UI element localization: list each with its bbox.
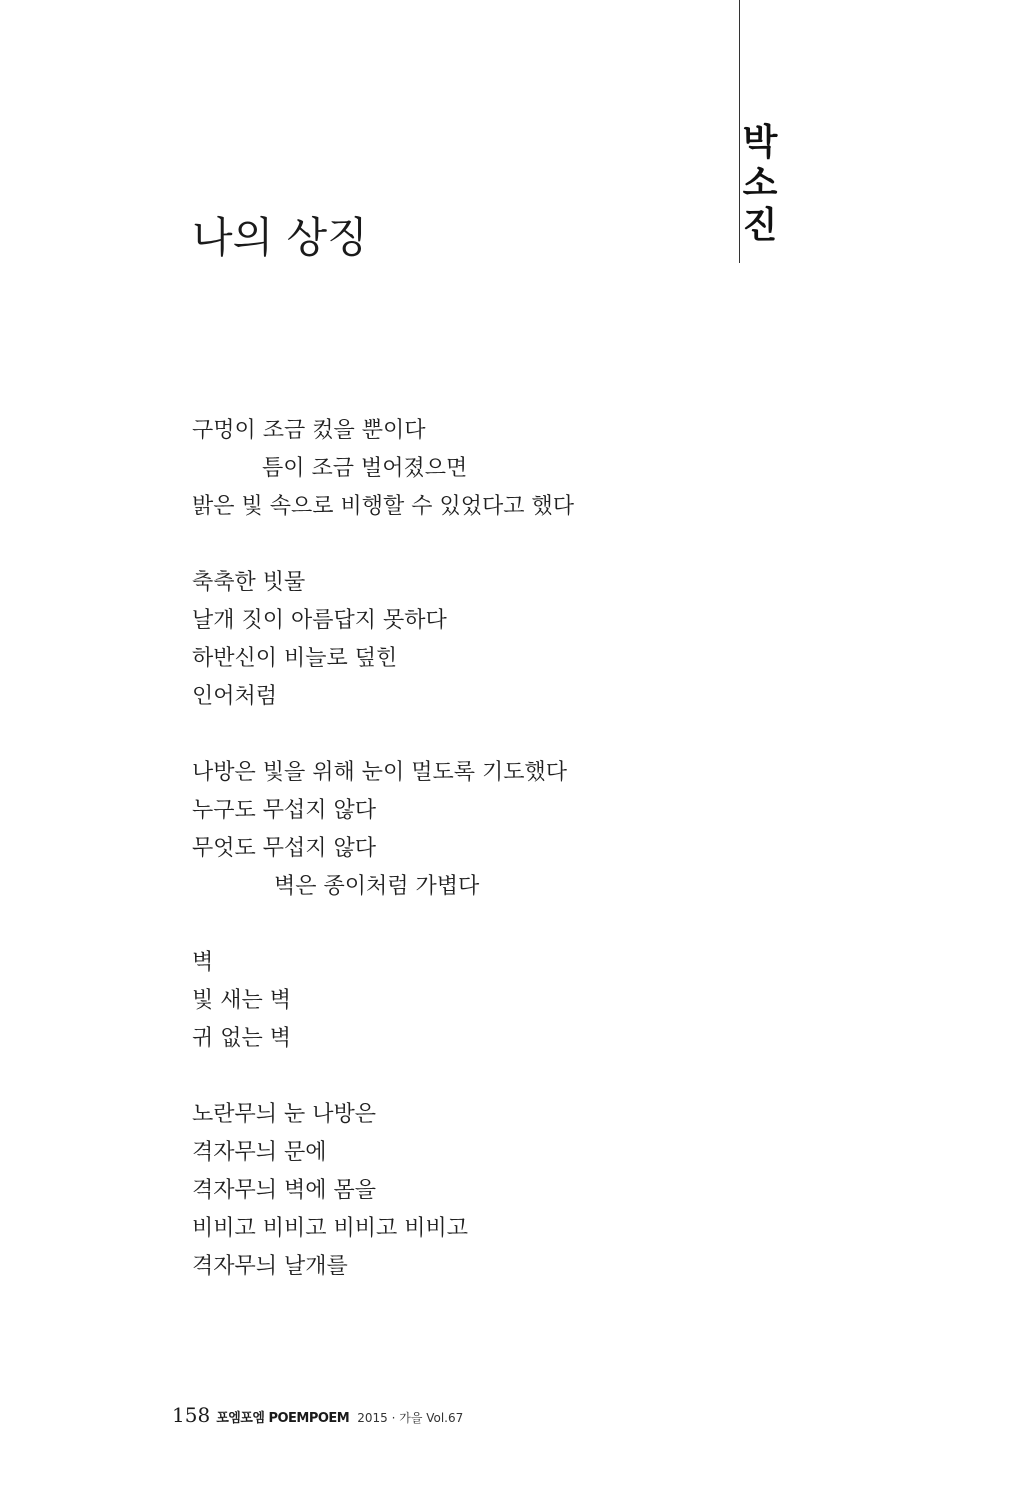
author-char: 진 — [742, 204, 778, 246]
stanza — [192, 754, 712, 906]
poem-line: 하반신이 비늘로 덮힌 — [192, 646, 398, 671]
poem-line: 격자무늬 문에 — [192, 1140, 327, 1165]
page-footer — [172, 1403, 463, 1427]
poem-line: 나방은 빛을 위해 눈이 멀도록 기도했다 — [192, 760, 567, 785]
poem-line: 격자무늬 날개를 — [192, 1254, 348, 1279]
poem-line: 인어처럼 — [192, 684, 278, 709]
poem-line: 비비고 비비고 비비고 비비고 — [192, 1216, 469, 1241]
issue-info: 2015 · 가을 Vol.67 — [357, 1411, 464, 1425]
poem-line: 벽은 종이처럼 가볍다 — [274, 874, 480, 899]
stanza — [192, 944, 712, 1058]
magazine-name: 포엠포엠 POEMPOEM — [216, 1411, 350, 1426]
poem-title: 나의 상징 — [192, 213, 368, 262]
poem-line: 격자무늬 벽에 몸을 — [192, 1178, 377, 1203]
poem-line: 구멍이 조금 컸을 뿐이다 — [192, 418, 426, 443]
poem-line: 틈이 조금 벌어졌으면 — [262, 456, 468, 481]
author-name-vertical — [732, 122, 788, 246]
poem-line: 축축한 빗물 — [192, 570, 306, 595]
poem-line: 무엇도 무섭지 않다 — [192, 836, 377, 861]
poem-line: 귀 없는 벽 — [192, 1026, 291, 1051]
stanza — [192, 564, 712, 716]
stanza — [192, 1096, 712, 1286]
poem-line: 노란무늬 눈 나방은 — [192, 1102, 377, 1127]
poem-line: 빛 새는 벽 — [192, 988, 291, 1013]
author-char: 박 — [742, 122, 778, 163]
poem-line: 누구도 무섭지 않다 — [192, 798, 377, 823]
stanza — [192, 412, 712, 526]
poem-line: 날개 짓이 아름답지 못하다 — [192, 608, 447, 633]
poem-line: 밝은 빛 속으로 비행할 수 있었다고 했다 — [192, 494, 574, 519]
poem-line: 벽 — [192, 950, 214, 975]
poem-body — [192, 412, 712, 1324]
author-char: 소 — [742, 163, 778, 205]
page-number: 158 — [172, 1403, 211, 1427]
